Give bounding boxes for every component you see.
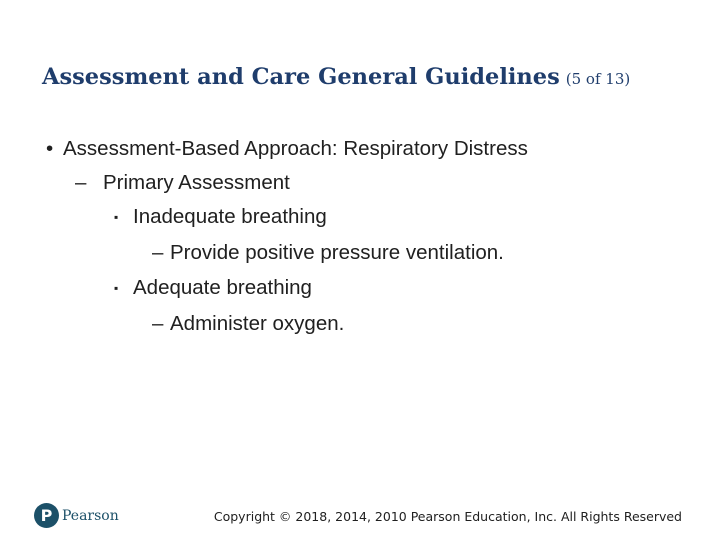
bullet-inadequate-breathing xyxy=(114,205,327,229)
bullet-text: Administer oxygen. xyxy=(170,312,345,335)
copyright-notice: Copyright © 2018, 2014, 2010 Pearson Education, Inc. All Rights Reserved xyxy=(213,509,682,524)
bullet-marker: – xyxy=(75,171,87,194)
bullet-marker: • xyxy=(46,137,54,160)
bullet-provide-ventilation xyxy=(152,241,504,265)
bullet-adequate-breathing xyxy=(114,276,312,300)
bullet-administer-oxygen xyxy=(152,312,344,336)
bullet-marker: ▪ xyxy=(114,281,119,295)
bullet-marker: ▪ xyxy=(114,210,119,224)
slide-title xyxy=(42,64,630,90)
pearson-logo-icon: P xyxy=(34,503,59,528)
bullet-text: Provide positive pressure ventilation. xyxy=(170,241,504,264)
bullet-marker: – xyxy=(152,241,164,264)
bullet-text: Primary Assessment xyxy=(103,171,290,194)
bullet-marker: – xyxy=(152,312,164,335)
pearson-logo-text: Pearson xyxy=(62,507,119,524)
slide-title-suffix: (5 of 13) xyxy=(565,70,631,88)
bullet-text: Inadequate breathing xyxy=(133,205,327,228)
bullet-text: Adequate breathing xyxy=(133,276,312,299)
bullet-assessment-based-approach xyxy=(46,137,528,161)
slide-title-main: Assessment and Care General Guidelines xyxy=(42,64,560,90)
bullet-primary-assessment xyxy=(75,171,290,195)
bullet-text: Assessment-Based Approach: Respiratory Distress xyxy=(63,137,528,160)
pearson-logo xyxy=(34,503,119,528)
